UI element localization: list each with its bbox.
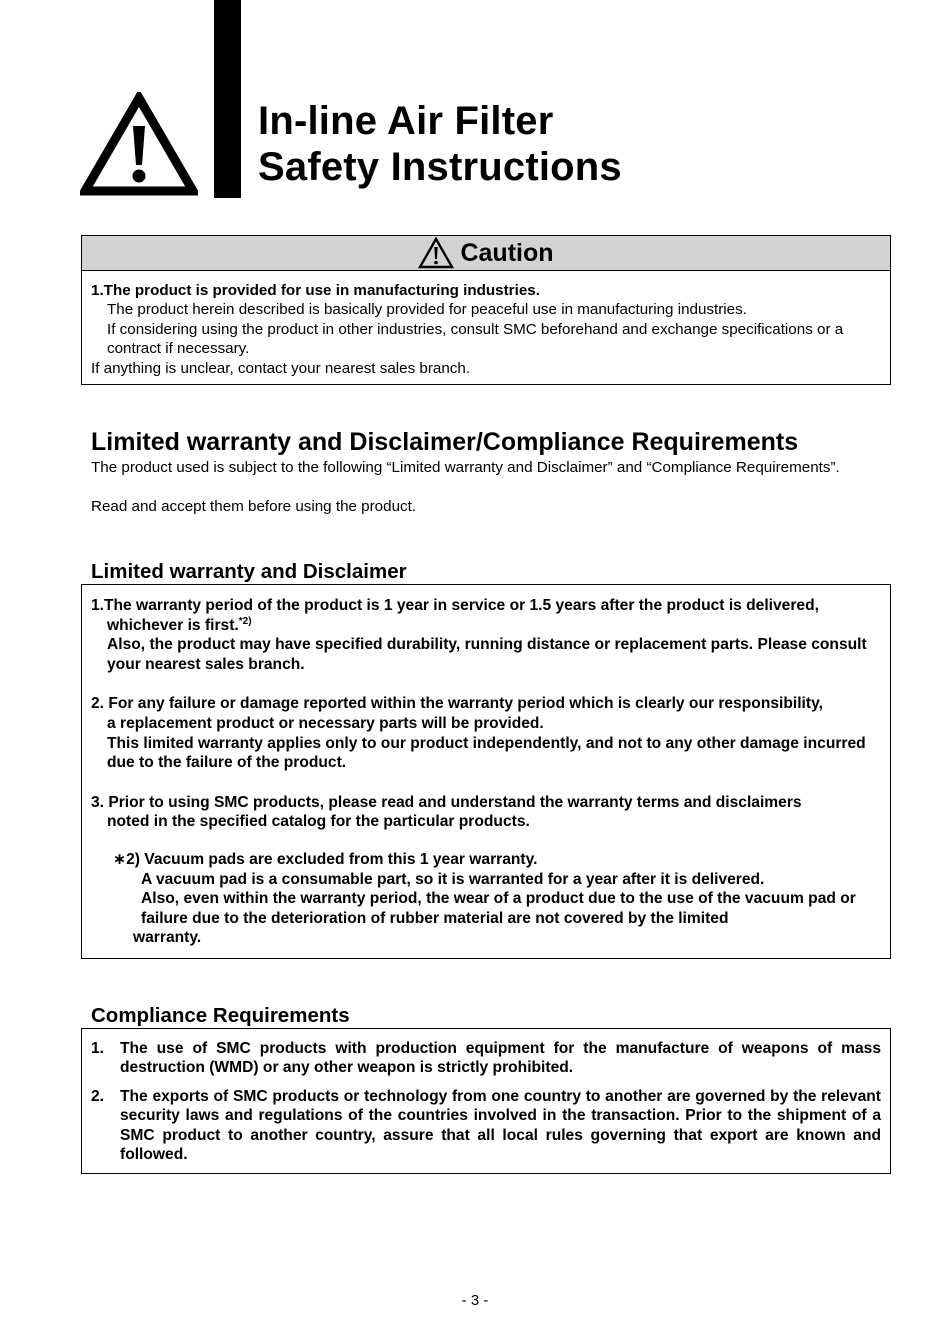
compliance-item bbox=[91, 1087, 881, 1165]
caution-line-1: 1.The product is provided for use in manufacturing industries. bbox=[91, 282, 540, 299]
limited-section-para-1: The product used is subject to the following “Limited warranty and Disclaimer” and “Compliance Requirements”. bbox=[91, 459, 840, 476]
compliance-item-text: The exports of SMC products or technology from one country to another are governed by the relevant security laws and regulations of the countries involved in the transaction. Prior to the shipment of a SMC product to another country, assure that all local rules governing that export are known and followed. bbox=[120, 1087, 881, 1164]
compliance-heading: Compliance Requirements bbox=[91, 1004, 350, 1027]
title-line-1: In-line Air Filter bbox=[258, 99, 554, 143]
limited-section-heading: Limited warranty and Disclaimer/Compliance Requirements bbox=[91, 428, 799, 456]
warranty-item-1-line-c: Also, the product may have specified durability, running distance or replacement parts. Please consult your nearest sales branch. bbox=[107, 636, 867, 673]
warranty-note-line-a bbox=[113, 850, 881, 870]
header-black-bar bbox=[214, 0, 241, 198]
compliance-item-number: 2. bbox=[91, 1087, 105, 1105]
warranty-item-1-line-a: 1.The warranty period of the product is 1 year in service or 1.5 years after the product is delivered, bbox=[91, 597, 819, 614]
page-number: - 3 - bbox=[461, 1292, 489, 1309]
compliance-body bbox=[82, 1029, 890, 1164]
limited-section-para-2: Read and accept them before using the product. bbox=[91, 498, 417, 515]
warranty-item-2-line-b: a replacement product or necessary parts will be provided. bbox=[107, 714, 544, 732]
warranty-item-2-line-c: This limited warranty applies only to our product independently, and not to any other damage incurred due to the failure of the product. bbox=[107, 734, 866, 772]
compliance-item bbox=[91, 1039, 881, 1078]
warning-triangle-icon bbox=[80, 92, 198, 196]
warranty-item-1-b-text: whichever is first. bbox=[107, 616, 239, 634]
caution-line-3 bbox=[91, 320, 881, 359]
warranty-note-line-c: Also, even within the warranty period, the wear of a product due to the use of the vacuum pad or failure due to the deterioration of rubber material are not covered by the limited bbox=[141, 890, 856, 927]
caution-line-2: The product herein described is basically provided for peaceful use in manufacturing industries. bbox=[107, 301, 747, 319]
footnote-ref: *2) bbox=[238, 615, 252, 627]
warranty-item-2 bbox=[91, 694, 881, 772]
compliance-box bbox=[81, 1028, 891, 1174]
warranty-item-1 bbox=[91, 596, 881, 674]
caution-box bbox=[81, 235, 891, 385]
title-line-2: Safety Instructions bbox=[258, 145, 622, 189]
warranty-item-2-line-a: 2. For any failure or damage reported within the warranty period which is clearly our responsibility, bbox=[91, 695, 823, 713]
warranty-note-line-d: warranty. bbox=[133, 929, 202, 947]
caution-header bbox=[82, 236, 890, 271]
warranty-box bbox=[81, 584, 891, 959]
compliance-item-text: The use of SMC products with production equipment for the manufacture of weapons of mass destruction (WMD) or any other weapon is strictly prohibited. bbox=[120, 1040, 881, 1077]
note-mark: ∗2) bbox=[113, 850, 140, 868]
compliance-item-number: 1. bbox=[91, 1040, 105, 1057]
warranty-item-1-line-b bbox=[91, 616, 881, 636]
warranty-body bbox=[82, 585, 890, 948]
caution-body bbox=[82, 271, 890, 378]
warranty-item-3-line-a: 3. Prior to using SMC products, please read and understand the warranty terms and disclaimers bbox=[91, 793, 802, 811]
warranty-heading: Limited warranty and Disclaimer bbox=[91, 560, 407, 583]
caution-line-3-text: If considering using the product in other industries, consult SMC beforehand and exchange specifications or a contract if necessary. bbox=[107, 320, 844, 358]
note-a-text: Vacuum pads are excluded from this 1 year warranty. bbox=[144, 850, 538, 868]
caution-line-4: If anything is unclear, contact your nearest sales branch. bbox=[91, 359, 471, 377]
warranty-note-line-b: A vacuum pad is a consumable part, so it is warranted for a year after it is delivered. bbox=[141, 870, 765, 888]
caution-heading: Caution bbox=[460, 238, 554, 267]
warranty-item-3-line-b: noted in the specified catalog for the particular products. bbox=[107, 813, 530, 831]
warning-triangle-small-icon bbox=[418, 237, 454, 269]
warranty-note bbox=[91, 850, 881, 948]
page-title bbox=[258, 98, 622, 190]
warranty-item-3 bbox=[91, 793, 881, 832]
